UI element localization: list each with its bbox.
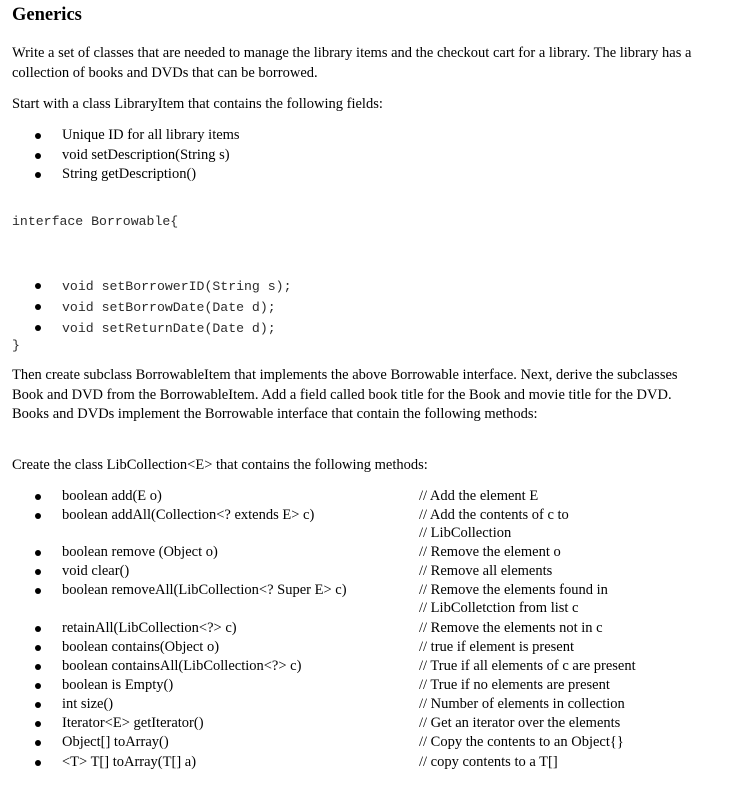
library-item-field-list [12, 126, 240, 185]
bullet-icon [35, 325, 41, 331]
code-text: void setBorrowerID(String s); [62, 279, 292, 294]
interface-method-list [12, 276, 292, 339]
bullet-icon [35, 513, 41, 519]
method-signature: void clear() [62, 563, 130, 579]
method-comment: // Remove the elements found in [419, 582, 608, 598]
method-comment: // Get an iterator over the elements [419, 715, 621, 731]
method-signature: boolean addAll(Collection<? extends E> c) [62, 507, 315, 523]
libcollection-intro: Create the class LibCollection<E> that contains the following methods: [12, 457, 428, 473]
list-item [12, 165, 240, 185]
method-row [12, 733, 712, 752]
list-item-text: Unique ID for all library items [62, 127, 240, 143]
method-row [12, 714, 712, 733]
method-comment: // Copy the contents to an Object{} [419, 734, 624, 750]
method-comment: // Remove the element o [419, 544, 561, 560]
bullet-icon [35, 550, 41, 556]
method-comment: // LibColletction from list c [419, 600, 579, 616]
list-item-text: void setDescription(String s) [62, 146, 230, 163]
method-row [12, 753, 712, 772]
bullet-icon [35, 721, 41, 727]
bullet-icon [35, 133, 41, 139]
library-item-intro: Start with a class LibraryItem that contains the following fields: [12, 96, 383, 112]
bullet-icon [35, 760, 41, 766]
method-comment: // true if element is present [419, 639, 575, 655]
method-signature: retainAll(LibCollection<?> c) [62, 620, 237, 636]
method-comment: // True if all elements of c are present [419, 658, 636, 674]
bullet-icon [35, 664, 41, 670]
bullet-icon [35, 304, 41, 310]
method-signature: boolean is Empty() [62, 677, 174, 693]
method-signature: boolean add(E o) [62, 488, 162, 504]
code-text: void setBorrowDate(Date d); [62, 300, 276, 315]
list-item-text: String getDescription() [62, 166, 197, 182]
method-row [12, 543, 712, 562]
method-row [12, 506, 712, 525]
method-comment: // True if no elements are present [419, 677, 610, 693]
method-row [12, 581, 712, 600]
bullet-icon [35, 494, 41, 500]
method-signature: int size() [62, 696, 114, 712]
bullet-icon [35, 283, 41, 289]
method-row [12, 695, 712, 714]
method-row [12, 562, 712, 581]
method-row-continuation [12, 599, 712, 618]
method-row [12, 638, 712, 657]
method-comment: // copy contents to a T[] [419, 754, 558, 770]
method-signature: boolean removeAll(LibCollection<? Super E> c) [62, 582, 347, 598]
bullet-icon [35, 645, 41, 651]
method-comment: // Number of elements in collection [419, 696, 625, 712]
method-row [12, 676, 712, 695]
intro-paragraph: Write a set of classes that are needed to manage the library items and the checkout cart for a library. The library has a collection of books and DVDs that can be borrowed. [12, 45, 692, 81]
method-row-continuation [12, 524, 712, 543]
method-comment: // Remove the elements not in c [419, 620, 603, 636]
bullet-icon [35, 153, 41, 159]
method-signature: Object[] toArray() [62, 734, 169, 750]
page-title: Generics [12, 5, 82, 25]
list-item [12, 318, 292, 339]
interface-close-brace: } [12, 338, 20, 353]
method-comment: // LibCollection [419, 525, 512, 541]
bullet-icon [35, 588, 41, 594]
method-row [12, 657, 712, 676]
method-signature: boolean containsAll(LibCollection<?> c) [62, 658, 302, 674]
bullet-icon [35, 740, 41, 746]
method-comment: // Add the element E [419, 488, 539, 504]
subclass-paragraph: Then create subclass BorrowableItem that implements the above Borrowable interface. Next, derive the subclasses Book and DVD from the BorrowableItem. Add a field called book title for the Book and movie title for the DVD. Books and DVDs implement the Borrowable interface that contain the following methods: [12, 367, 678, 422]
list-item [12, 297, 292, 318]
list-item [12, 276, 292, 297]
method-comment: // Add the contents of c to [419, 507, 569, 523]
method-signature: <T> T[] toArray(T[] a) [62, 754, 197, 770]
list-item [12, 126, 240, 146]
method-signature: Iterator<E> getIterator() [62, 715, 204, 731]
bullet-icon [35, 172, 41, 178]
list-item [12, 146, 240, 166]
code-text: void setReturnDate(Date d); [62, 321, 276, 336]
bullet-icon [35, 702, 41, 708]
method-signature: boolean remove (Object o) [62, 544, 218, 560]
method-row [12, 487, 712, 506]
method-signature: boolean contains(Object o) [62, 639, 220, 655]
bullet-icon [35, 683, 41, 689]
method-comment: // Remove all elements [419, 563, 553, 579]
bullet-icon [35, 569, 41, 575]
interface-declaration: interface Borrowable{ [12, 214, 179, 229]
bullet-icon [35, 626, 41, 632]
method-row [12, 619, 712, 638]
